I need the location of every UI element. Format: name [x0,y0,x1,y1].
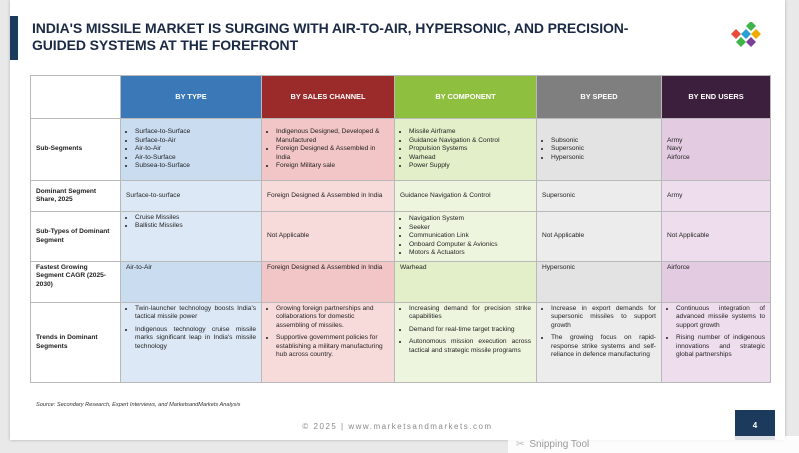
market-segmentation-table [30,75,771,383]
cell-by-speed: Supersonic [537,181,662,212]
table-header-row [31,76,771,119]
list [400,128,531,170]
source-note: Source: Secondary Research, Expert Interviews, and MarketsandMarkets Analysis [36,402,241,408]
cell-by-end-users: Airforce [662,262,771,303]
list-item: • Guidance Navigation & Control [409,137,531,145]
text-line: Airforce [667,153,690,161]
list-item: • Surface-to-Surface [135,128,256,136]
cell-by-component [395,119,537,181]
list-item: • Continuous integration of advanced missile systems to support growth [676,305,765,330]
list-item: • Propulsion Systems [409,145,531,153]
cell-by-sales-channel [262,303,395,383]
list-item: • Twin-launcher technology boosts India's tactical missile power [135,305,256,322]
list-item: • Indigenous technology cruise missile marks significant leap in India's missile technology [135,326,256,351]
list [542,137,656,162]
cell-by-type [121,119,262,181]
list [400,215,531,257]
table-row-sub-types [31,212,771,262]
list-item: • Increasing demand for precision strike capabilities [409,305,531,322]
row-label: Dominant Segment Share, 2025 [31,181,121,212]
cell-by-end-users: Army [662,181,771,212]
list-item: • Growing foreign partnerships and collaborations for domestic assembling of missiles. [276,305,389,330]
row-label: Sub-Segments [31,119,121,181]
list-item: • Motors & Actuators [409,249,531,257]
list-item: • Navigation System [409,215,531,223]
table-row-fastest-growing [31,262,771,303]
row-label: Trends in Dominant Segments [31,303,121,383]
list-item: • Surface-to-Air [135,137,256,145]
slide-title: INDIA'S MISSILE MARKET IS SURGING WITH AIR-TO-AIR, HYPERSONIC, AND PRECISION-GUIDED SYSTEMS AT THE FOREFRONT [32,20,629,53]
header-by-speed: BY SPEED [537,76,662,119]
list-item: • Subsonic [551,137,656,145]
markets-and-markets-logo-icon [725,22,769,50]
list-item: • Warhead [409,154,531,162]
list-item: • Missile Airframe [409,128,531,136]
list-item: • Increase in export demands for supersonic missiles to support growth [551,305,656,330]
list-item: • Demand for real-time target tracking [409,326,531,334]
cell-by-sales-channel: Foreign Designed & Assembled in India [262,262,395,303]
header-by-component: BY COMPONENT [395,76,537,119]
list-item: • Ballistic Missiles [135,222,256,230]
list-item: • Supportive government policies for establishing a military manufacturing hub across country. [276,334,389,359]
text-line: Army [667,136,683,144]
list-item: • Supersonic [551,145,656,153]
list [126,305,256,351]
table-row-dominant-share [31,181,771,212]
list-item: • Cruise Missiles [135,214,256,222]
cell-by-end-users [662,303,771,383]
list-item: • Rising number of indigenous innovations and strategic global partnerships [676,334,765,359]
list [126,214,256,231]
cell-by-type: Air-to-Air [121,262,262,303]
list [667,305,765,359]
cell-by-sales-channel [262,119,395,181]
cell-by-speed: Not Applicable [537,212,662,262]
row-label: Fastest Growing Segment CAGR (2025-2030) [31,262,121,303]
list-item: • Indigenous Designed, Developed & Manufactured [276,128,389,145]
header-particulars: PARTICULARS [31,76,121,119]
cell-by-end-users [662,119,771,181]
snipping-tool-label: Snipping Tool [529,439,590,450]
list-item: • Power Supply [409,162,531,170]
cell-by-end-users: Not Applicable [662,212,771,262]
list-item: • Hypersonic [551,154,656,162]
list-item: • Air-to-Surface [135,154,256,162]
list-item: • Foreign Military sale [276,162,389,170]
header-by-sales-channel: BY SALES CHANNEL [262,76,395,119]
cell-by-component [395,303,537,383]
cell-by-sales-channel: Not Applicable [262,212,395,262]
header-by-end-users: BY END USERS [662,76,771,119]
text-line: Navy [667,145,683,153]
snipping-tool-overlay[interactable] [508,436,799,453]
cell-by-speed [537,303,662,383]
list-item: • Autonomous mission execution across tactical and strategic missile programs [409,338,531,355]
list [126,128,256,170]
cell-by-sales-channel: Foreign Designed & Assembled in India [262,181,395,212]
list [267,128,389,170]
cell-by-type: Surface-to-surface [121,181,262,212]
page-number: 4 [735,410,775,440]
cell-by-speed [537,119,662,181]
list-item: • Subsea-to-Surface [135,162,256,170]
list-item: • Seeker [409,224,531,232]
list [400,305,531,355]
header-by-type: BY TYPE [121,76,262,119]
table-row-trends [31,303,771,383]
list [542,305,656,359]
cell-by-component [395,212,537,262]
list-item: • Communication Link [409,232,531,240]
cell-by-type [121,212,262,262]
cell-by-type [121,303,262,383]
scissors-icon: ✂ [516,439,525,450]
table-row-sub-segments [31,119,771,181]
footer-copyright: © 2025 | www.marketsandmarkets.com [302,422,493,431]
cell-by-component: Guidance Navigation & Control [395,181,537,212]
list-item: • Onboard Computer & Avionics [409,241,531,249]
title-accent-bar [10,16,18,60]
list-item: • Air-to-Air [135,145,256,153]
cell-by-speed: Hypersonic [537,262,662,303]
list-item: • Foreign Designed & Assembled in India [276,145,389,162]
cell-by-component: Warhead [395,262,537,303]
row-label: Sub-Types of Dominant Segment [31,212,121,262]
list [267,305,389,359]
slide [10,0,785,440]
list-item: • The growing focus on rapid-response strike systems and self-reliance in defence manufacturing [551,334,656,359]
